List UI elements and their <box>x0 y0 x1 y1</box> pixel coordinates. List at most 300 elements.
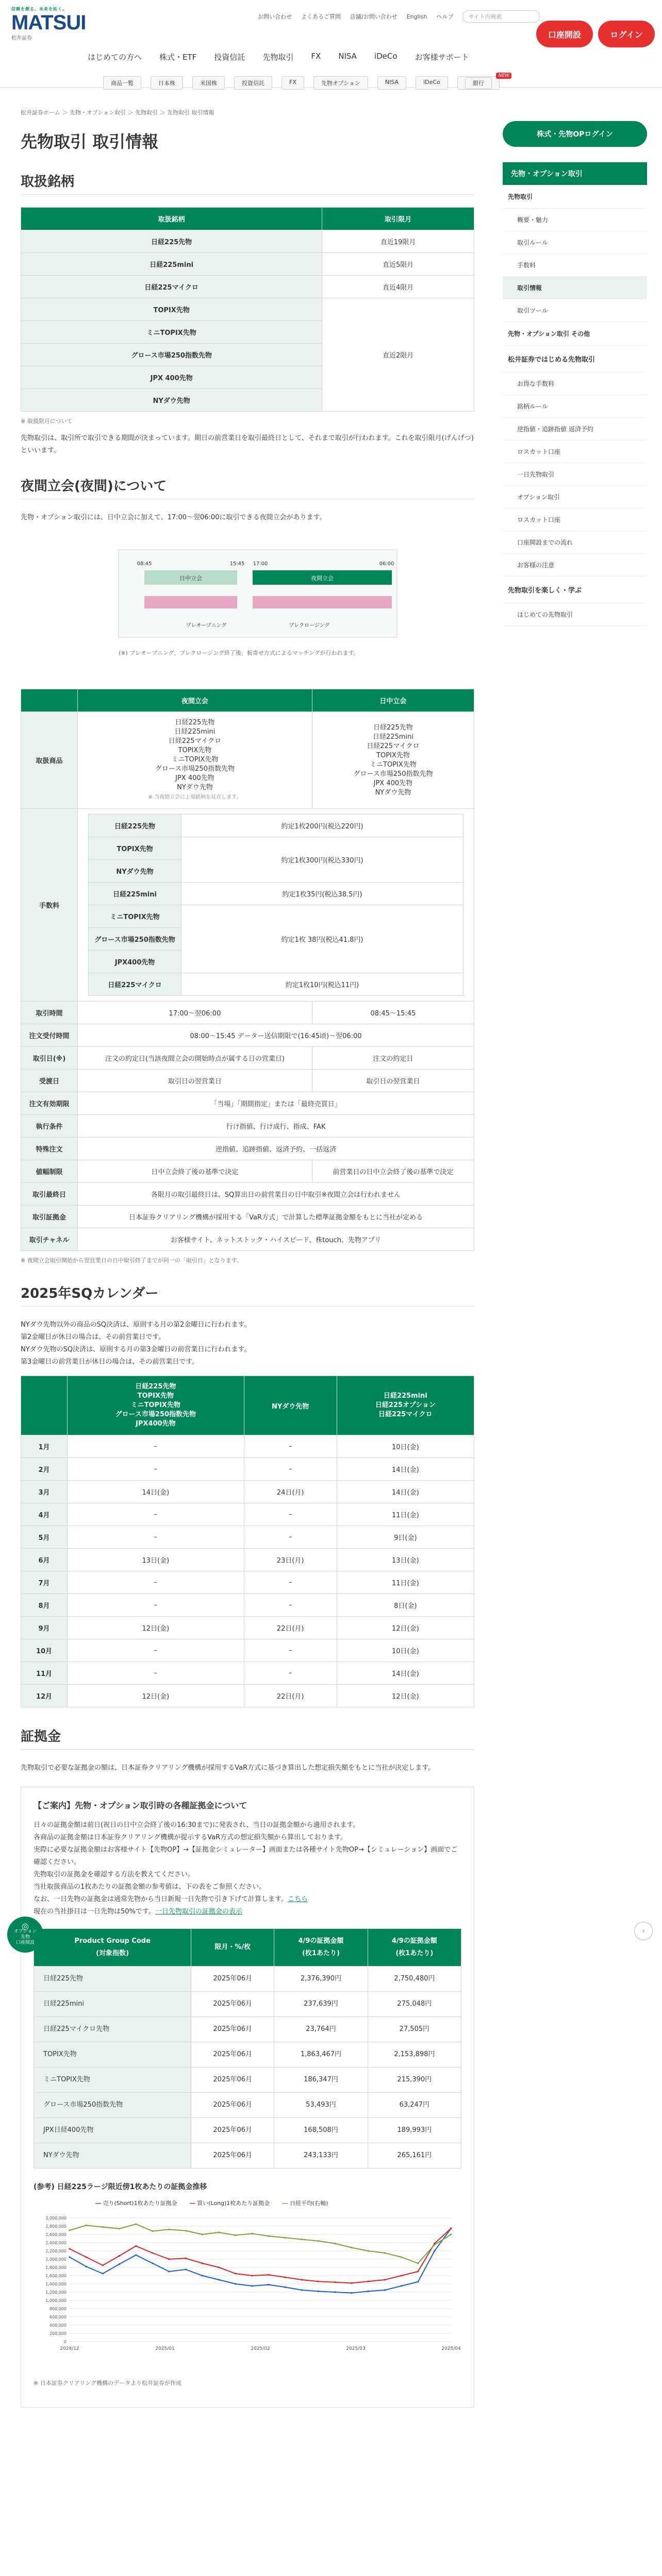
night-para: 先物・オプション取引には、日中立会に加えて、17:00～翌06:00に取引できる夜間立会があります。 <box>21 514 326 521</box>
row-day: 取引日の翌営業日 <box>312 1070 474 1092</box>
chart-point <box>434 2250 435 2251</box>
table-row <box>21 253 474 276</box>
margin-cell-n: 日経225mini <box>34 1992 191 2017</box>
products-night <box>78 712 312 809</box>
chart-point <box>334 2243 336 2244</box>
chart-point <box>285 2286 286 2288</box>
legend-swatch-1: ― <box>189 2200 195 2207</box>
margin-header-3: 4/9の証拠金額 (枚1あたり) <box>368 1929 461 1967</box>
chart-point <box>301 2289 303 2291</box>
subnav-item-2[interactable]: 米国株 <box>192 76 225 90</box>
table-row <box>21 1160 474 1183</box>
sidebar-item[interactable]: お客様の注意 <box>503 554 647 577</box>
row-night: 取引日の翌営業日 <box>78 1070 312 1092</box>
table-row <box>21 1435 474 1458</box>
legend-label-1: 買い(Long)1枚あたり証拠金 <box>197 2200 270 2207</box>
chart-ytick: 2,600,000 <box>45 2232 67 2237</box>
row-label: 取扱商品 <box>21 712 78 809</box>
table-row <box>21 1639 474 1662</box>
sq-cell-a: 14日(金) <box>68 1481 244 1503</box>
table-row <box>21 1617 474 1639</box>
sq-cell-c: 14日(金) <box>337 1481 474 1503</box>
table-row <box>21 1138 474 1160</box>
product-limit: 直近4限月 <box>322 276 474 298</box>
chart-point <box>168 2258 170 2260</box>
fee-value: 約定1枚200円(税込220円) <box>181 815 464 837</box>
table-row <box>34 1967 461 1992</box>
table-row <box>21 1228 474 1251</box>
diagram-note: (※) プレオープニング、プレクロージング終了後、板寄せ方式によるマッチングが行われます。 <box>119 650 359 656</box>
fee-value: 約定1枚35円(税込38.5円) <box>181 883 464 905</box>
sidebar-item[interactable]: 銘柄ルール <box>503 395 647 418</box>
row-night: 日中立会終了後の基準で決定 <box>78 1160 312 1183</box>
subnav-item-4[interactable]: FX <box>282 76 304 90</box>
gnav-item-6[interactable]: iDeCo <box>374 52 398 61</box>
table-row <box>21 1549 474 1571</box>
table-row <box>34 2143 461 2168</box>
sq-cell-m: 2月 <box>21 1458 68 1481</box>
row-both: お客様サイト、ネットストック・ハイスピード、株touch、先物アプリ <box>78 1228 474 1251</box>
logo-sub: 松井証券 <box>11 36 32 41</box>
chart-point <box>417 2270 419 2272</box>
products-note: ※ 取扱限月について <box>21 418 73 425</box>
margin-table-body <box>34 1967 461 2168</box>
table-row <box>21 1503 474 1526</box>
diagram-time-0600: 06:00 <box>379 561 394 567</box>
util-link-0[interactable]: お問い合わせ <box>258 13 292 20</box>
margin-cell-m: 2025年06月 <box>191 2042 274 2067</box>
fee-value: 約定1枚10円(税込11円) <box>181 973 464 996</box>
chart-point <box>318 2240 319 2242</box>
margin-cell-b: 215,390円 <box>368 2067 461 2093</box>
sq-cell-a: – <box>68 1458 244 1481</box>
night-header-day: 日中立会 <box>312 689 474 712</box>
sq-cell-c: 11日(金) <box>337 1503 474 1526</box>
row-night: 注文の約定日(当該夜間立会の開始時点が属する日の営業日) <box>78 1047 312 1070</box>
session-diagram <box>113 534 402 679</box>
info-line: 当社取扱商品の1枚あたりの証拠金額の参考値は、下の表をご参照ください。 <box>34 1883 266 1891</box>
legend-swatch-0: ― <box>95 2200 101 2207</box>
diagram-preclose: プレクロージング <box>289 623 330 629</box>
row-label: 執行条件 <box>21 1115 78 1138</box>
chart-point <box>301 2239 303 2240</box>
sub-nav <box>103 73 509 90</box>
fee-name: JPX400先物 <box>89 951 181 973</box>
global-nav <box>88 52 469 62</box>
sq-cell-c: 9日(金) <box>337 1526 474 1549</box>
sidebar-item[interactable]: ロスカット口座 <box>503 440 647 463</box>
util-link-1[interactable]: よくあるご質問 <box>301 13 341 20</box>
sidebar-group[interactable]: 松井証券ではじめる先物取引 <box>503 346 647 372</box>
row-both: 逆指値、追跡指値、返済予約、一括返済 <box>78 1138 474 1160</box>
row-label: 手数料 <box>21 809 78 1002</box>
product-limit: 直近2限月 <box>322 298 474 412</box>
sidebar-item[interactable]: 取引ツール <box>503 299 647 322</box>
table-row <box>21 298 474 321</box>
margin-cell-n: グロース市場250指数先物 <box>34 2093 191 2118</box>
sq-cell-c: 11日(金) <box>337 1571 474 1594</box>
gnav-item-5[interactable]: NISA <box>338 52 357 61</box>
sq-cell-c: 14日(金) <box>337 1458 474 1481</box>
gnav-item-4[interactable]: FX <box>311 52 321 61</box>
badge-text: オプション 先物 口座開設 <box>13 1929 37 1945</box>
table-row <box>21 712 474 809</box>
gnav-item-1[interactable]: 株式・ETF <box>159 53 197 62</box>
margin-cell-m: 2025年06月 <box>191 2067 274 2093</box>
chart-xtick: 2025/04 <box>441 2346 461 2351</box>
logo[interactable] <box>11 6 84 41</box>
sidebar-item[interactable]: 口座開設までの流れ <box>503 531 647 554</box>
night-header-blank <box>21 689 78 712</box>
table-row <box>21 1206 474 1228</box>
subnav-item-7[interactable]: iDeCo <box>416 76 448 90</box>
diagram-time-0845: 08:45 <box>137 561 152 567</box>
margin-cell-m: 2025年06月 <box>191 1967 274 1992</box>
subnav-item-6[interactable]: NISA <box>377 76 406 90</box>
chart-point <box>401 2275 402 2276</box>
chart-point <box>152 2262 153 2264</box>
sq-cell-m: 1月 <box>21 1435 68 1458</box>
chart-xtick: 2025/02 <box>251 2346 270 2351</box>
row-label: 取引証拠金 <box>21 1206 78 1228</box>
util-link-2[interactable]: 店舗/お問い合わせ <box>350 13 398 20</box>
info-line: 日々の証拠金額は前日(祝日の日中立会終了後の16:30まで)に発表され、当日の証拠金額から適用されます。 <box>34 1821 360 1829</box>
products-night-note: ※ 当夜間立会に上場銘柄を見直します。 <box>148 794 242 800</box>
info-link-2[interactable]: 一日先物取引の証拠金の表示 <box>155 1908 242 1916</box>
sq-cell-a: – <box>68 1435 244 1458</box>
chart-point <box>384 2289 386 2291</box>
fee-cell <box>78 809 474 1002</box>
sq-header-2: NYダウ先物 <box>244 1376 337 1435</box>
chart-ytick: 1,800,000 <box>45 2265 67 2270</box>
sq-cell-m: 7月 <box>21 1571 68 1594</box>
row-night: 17:00～翌06:00 <box>78 1002 312 1024</box>
margin-cell-b: 189,993円 <box>368 2118 461 2143</box>
row-label: 取引チャネル <box>21 1228 78 1251</box>
fee-value: 約定1枚300円(税込330円) <box>181 837 464 883</box>
table-row <box>21 1024 474 1047</box>
chart-ytick: 400,000 <box>49 2323 67 2328</box>
sq-cell-b: – <box>244 1662 337 1685</box>
table-row <box>34 2067 461 2093</box>
sidebar-item[interactable]: 逆指値・追跡指値 返済予約 <box>503 418 647 440</box>
chart-point <box>285 2277 286 2278</box>
row-both: 08:00～15:45 データー送信期限で(16:45頃)～翌06:00 <box>78 1024 474 1047</box>
sq-calendar-body <box>21 1435 474 1707</box>
chart-point <box>218 2231 220 2233</box>
margin-cell-a: 237,639円 <box>274 1992 368 2017</box>
margin-cell-a: 243,133円 <box>274 2143 368 2168</box>
margin-cell-n: TOPIX先物 <box>34 2042 191 2067</box>
sidebar-item[interactable]: ロスカット口座 <box>503 509 647 531</box>
margin-cell-b: 63,247円 <box>368 2093 461 2118</box>
info-line: 実際に必要な証拠金額はお客様サイト【先物OP】→【証拠金シミュレーター】画面または各種サイト先物OP→【シミュレーション】画面でご確認ください。 <box>34 1846 458 1866</box>
utility-links <box>258 10 540 23</box>
legend-item-2 <box>282 2197 328 2210</box>
chart-point <box>152 2230 153 2232</box>
login-button[interactable]: ログイン <box>598 21 655 47</box>
logo-tagline: 信頼を創る、未来を拓く。 <box>11 7 67 11</box>
chart-point <box>69 2248 70 2249</box>
sidebar-item[interactable]: 概要・魅力 <box>503 209 647 231</box>
chart-point <box>202 2233 203 2235</box>
day-order-bar <box>144 596 237 608</box>
sq-cell-m: 8月 <box>21 1594 68 1617</box>
sidebar-items-1 <box>503 209 647 322</box>
chart-point <box>351 2282 352 2284</box>
sq-header-1: 日経225先物 TOPIX先物 ミニTOPIX先物 グロース市場250指数先物 JPX400先物 <box>68 1376 244 1435</box>
sq-cell-c: 13日(金) <box>337 1549 474 1571</box>
chart-series-0 <box>70 2228 451 2293</box>
sidebar-item[interactable]: 取引ルール <box>503 231 647 254</box>
table-row <box>21 1458 474 1481</box>
sq-cell-a: – <box>68 1594 244 1617</box>
products-header-limit: 取引限月 <box>322 208 474 230</box>
sidebar-section[interactable]: 先物・オプション取引 その他 <box>503 322 647 346</box>
sq-cell-b: – <box>244 1526 337 1549</box>
table-row <box>21 1594 474 1617</box>
scroll-top-button[interactable] <box>634 1922 653 1940</box>
table-row <box>21 1481 474 1503</box>
sidebar-item[interactable]: 取引情報 <box>503 277 647 299</box>
table-row <box>21 1070 474 1092</box>
chart-point <box>251 2275 253 2276</box>
sq-cell-c: 14日(金) <box>337 1662 474 1685</box>
subnav-item-8-label: 銀行 <box>465 77 492 89</box>
table-row <box>21 1183 474 1206</box>
chart-ytick: 600,000 <box>49 2315 67 2319</box>
table-row <box>89 905 464 928</box>
breadcrumb[interactable]: 松井証券ホーム ＞ 先物・オプション取引 ＞ 先物取引 ＞ 先物取引 取引情報 <box>21 109 214 116</box>
chart-ytick: 2,000,000 <box>45 2257 67 2262</box>
legend-label-0: 売り(Short)1枚あたり証拠金 <box>103 2200 177 2207</box>
legend-swatch-2: ― <box>282 2200 288 2207</box>
sidebar-item[interactable]: 一日先物取引 <box>503 463 647 486</box>
products-day: 日経225先物 日経225mini 日経225マイクロ TOPIX先物 ミニTOPIX先物 グロース市場250指数先物 JPX 400先物 NYダウ先物 <box>312 712 474 809</box>
sidebar-item[interactable]: お得な手数料 <box>503 372 647 395</box>
fee-name: 日経225mini <box>89 883 181 905</box>
margin-cell-m: 2025年06月 <box>191 2017 274 2042</box>
sq-cell-c: 8日(金) <box>337 1594 474 1617</box>
chart-point <box>86 2256 87 2258</box>
row-label: 値幅制限 <box>21 1160 78 1183</box>
margin-table-note: ※ 日本証券クリアリング機構のデータより松井証券が作成 <box>34 2380 182 2386</box>
row-both: 行け指値、行け成行、指成、FAK <box>78 1115 474 1138</box>
chart-point <box>102 2264 104 2266</box>
table-row <box>89 815 464 837</box>
chart-point <box>285 2237 286 2239</box>
sq-cell-c: 10日(金) <box>337 1435 474 1458</box>
chart-point <box>168 2270 170 2272</box>
section-title-products: 取扱銘柄 <box>21 171 474 195</box>
legend-item-1 <box>190 2197 270 2210</box>
sidebar-item[interactable]: 手数料 <box>503 254 647 277</box>
util-link-4[interactable]: ヘルプ <box>436 13 454 20</box>
chart-point <box>417 2262 419 2264</box>
subnav-item-1[interactable]: 日本株 <box>151 76 183 90</box>
row-label: 取引最終日 <box>21 1183 78 1206</box>
chart-title: (参考) 日経225ラージ限近傍1枚あたりの証拠金推移 <box>34 2183 207 2191</box>
sq-cell-m: 6月 <box>21 1549 68 1571</box>
table-row <box>34 1992 461 2017</box>
sidebar-items-3 <box>503 603 647 626</box>
chart-xtick: 2025/01 <box>155 2346 175 2351</box>
subnav-item-0[interactable]: 商品一覧 <box>103 76 141 90</box>
table-row <box>34 2017 461 2042</box>
margin-header-0: Product Group Code (対象指数) <box>34 1929 191 1967</box>
sq-cell-m: 3月 <box>21 1481 68 1503</box>
sq-header-0 <box>21 1376 68 1435</box>
subnav-item-5[interactable]: 先物オプション <box>313 76 368 90</box>
margin-cell-n: 日経225先物 <box>34 1967 191 1992</box>
chart-point <box>434 2244 435 2245</box>
chart-point <box>351 2292 352 2294</box>
fee-value: 約定1枚 38円(税込41.8円) <box>181 905 464 973</box>
chart-ytick: 1,600,000 <box>45 2274 67 2278</box>
util-link-3[interactable]: English <box>406 13 427 20</box>
sidebar-group[interactable]: 先物取引を楽しく・学ぶ <box>503 577 647 603</box>
chart-point <box>368 2291 369 2292</box>
chart-xtick: 2024/12 <box>60 2346 79 2351</box>
chart-point <box>401 2256 402 2258</box>
session-diagram-svg <box>113 534 402 679</box>
product-name: グロース市場250指数先物 <box>21 344 322 366</box>
fee-name: ミニTOPIX先物 <box>89 905 181 928</box>
info-line-text: なお、一日先物の証拠金は通常先物から当日新規一日先物で引き下げて計算します。 <box>34 1895 288 1903</box>
gnav-item-2[interactable]: 投資信託 <box>214 53 245 62</box>
products-header-name: 取扱銘柄 <box>21 208 322 230</box>
chart-ytick: 1,400,000 <box>45 2282 67 2286</box>
night-session-table <box>21 689 474 1251</box>
sq-cell-b: 22日(月) <box>244 1685 337 1707</box>
chart-point <box>268 2284 269 2285</box>
sq-cell-b: – <box>244 1503 337 1526</box>
row-label: 注文受付時間 <box>21 1024 78 1047</box>
sq-cell-b: – <box>244 1594 337 1617</box>
margin-cell-a: 53,493円 <box>274 2093 368 2118</box>
product-name: JPX 400先物 <box>21 366 322 389</box>
fee-name: 日経225マイクロ <box>89 973 181 996</box>
diagram-preopen: プレオープニング <box>186 623 227 629</box>
product-name: TOPIX先物 <box>21 298 322 321</box>
chart-point <box>301 2279 303 2280</box>
chart-point <box>318 2281 319 2282</box>
sq-cell-b: – <box>244 1435 337 1458</box>
chart-point <box>135 2223 137 2225</box>
sq-cell-a: – <box>68 1571 244 1594</box>
margin-cell-b: 265,161円 <box>368 2143 461 2168</box>
table-row <box>21 1685 474 1707</box>
subnav-item-8[interactable] <box>457 73 509 90</box>
legend-item-0 <box>95 2197 177 2210</box>
fee-name: グロース市場250指数先物 <box>89 928 181 951</box>
gnav-item-3[interactable]: 先物取引 <box>262 53 294 62</box>
chart-point <box>368 2281 369 2282</box>
sq-cell-b: – <box>244 1458 337 1481</box>
table-row <box>21 1047 474 1070</box>
table-row <box>34 2093 461 2118</box>
sq-cell-a: 13日(金) <box>68 1549 244 1571</box>
fee-table <box>88 814 464 996</box>
margin-cell-m: 2025年06月 <box>191 2118 274 2143</box>
table-row <box>21 1571 474 1594</box>
chart-point <box>185 2258 187 2259</box>
chart-point <box>168 2229 170 2230</box>
chart-svg <box>34 2213 461 2367</box>
search-input[interactable] <box>462 10 540 23</box>
search-placeholder: サイト内検索 <box>468 13 502 20</box>
sidebar-section[interactable]: 先物取引 <box>503 185 647 209</box>
table-row <box>21 1526 474 1549</box>
sq-cell-m: 5月 <box>21 1526 68 1549</box>
margin-cell-n: 日経225マイクロ先物 <box>34 2017 191 2042</box>
main-content <box>21 129 474 2408</box>
info-line <box>34 1906 461 1918</box>
chart-point <box>102 2226 104 2228</box>
table-row <box>21 1115 474 1138</box>
chart-point <box>401 2285 402 2286</box>
chart-point <box>251 2285 253 2286</box>
chart-point <box>417 2281 419 2282</box>
table-row <box>21 1002 474 1024</box>
sidebar-items-2 <box>503 372 647 577</box>
chart-point <box>235 2234 236 2236</box>
sq-cell-c: 12日(金) <box>337 1685 474 1707</box>
sq-cell-a: – <box>68 1639 244 1662</box>
margin-cell-n: NYダウ先物 <box>34 2143 191 2168</box>
sidebar-item[interactable]: オプション取引 <box>503 486 647 509</box>
margin-cell-b: 2,153,898円 <box>368 2042 461 2067</box>
chart-ytick: 1,200,000 <box>45 2290 67 2295</box>
row-label: 取引日(※) <box>21 1047 78 1070</box>
chart-point <box>119 2263 120 2265</box>
sq-cell-a: – <box>68 1662 244 1685</box>
margin-cell-b: 2,750,480円 <box>368 1967 461 1992</box>
chart-point <box>135 2245 137 2247</box>
info-link[interactable]: こちら <box>287 1895 308 1903</box>
margin-header-1: 限月・%/枚 <box>191 1929 274 1967</box>
sidebar-item[interactable]: はじめての先物取引 <box>503 603 647 626</box>
subnav-item-3[interactable]: 投資信託 <box>234 76 272 90</box>
chart-ytick: 200,000 <box>49 2331 67 2336</box>
chart-ytick: 2,200,000 <box>45 2249 67 2253</box>
chart-point <box>69 2256 70 2258</box>
new-badge: NEW <box>496 73 511 79</box>
chart-series-2 <box>70 2224 451 2263</box>
row-label: 特殊注文 <box>21 1138 78 1160</box>
diagram-time-1700: 17:00 <box>253 561 268 567</box>
margin-chart <box>34 2181 461 2389</box>
sq-para: NYダウ先物以外の商品のSQ決済は、原則する月の第2金曜日に行われます。 第2金曜日が休日の場合は、その前営業日です。 NYダウ先物のSQ決済は、原則する月の第3金曜日の前営業日に行われます。 第3金曜日の前営業日が休日の場合は、その前営業日です。 <box>21 1321 251 1366</box>
sq-cell-b: 24日(月) <box>244 1481 337 1503</box>
row-day: 08:45～15:45 <box>312 1002 474 1024</box>
legend-label-2: 日経平均(右軸) <box>289 2200 328 2207</box>
floating-account-badge[interactable] <box>7 1917 43 1953</box>
badge-icon: ◎ <box>22 1921 29 1931</box>
product-name: 日経225mini <box>21 253 322 276</box>
account-open-button[interactable]: 口座開設 <box>536 21 593 47</box>
sq-cell-a: – <box>68 1503 244 1526</box>
night-footnote: ※ 夜間立会取引開始から翌営業日の日中取引終了までが同一の「取引日」となります。 <box>21 1257 242 1264</box>
gnav-item-0[interactable]: はじめての方へ <box>88 53 142 62</box>
table-row <box>21 1092 474 1115</box>
sq-cell-m: 12月 <box>21 1685 68 1707</box>
gnav-item-7[interactable]: お客様サポート <box>415 53 469 62</box>
diagram-label-night: 夜間立会 <box>311 575 334 582</box>
chevron-up-icon: ‹ <box>642 1927 645 1935</box>
product-limit: 直近19限月 <box>322 230 474 253</box>
sidebar-login-button[interactable]: 株式・先物OPログイン <box>503 121 647 147</box>
